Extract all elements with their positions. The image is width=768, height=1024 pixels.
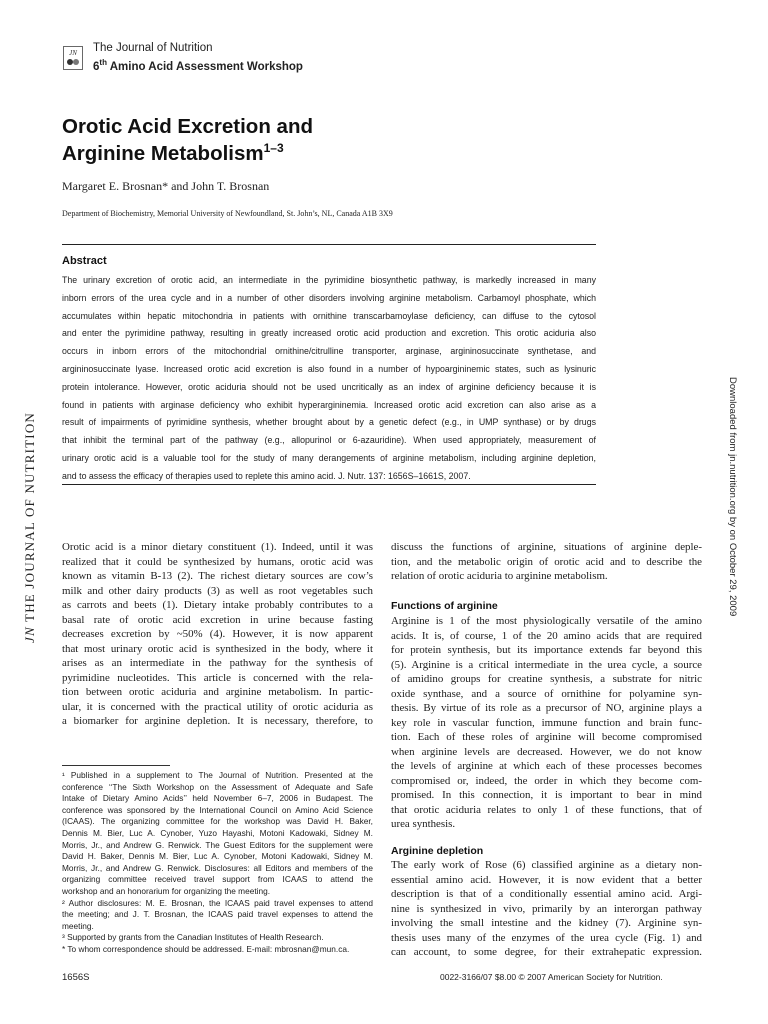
body-line: the levels of arginine at which each of these processes becomes bbox=[391, 760, 702, 772]
body-line: oxide synthase, and a source of ornithine for polyamine syn- bbox=[391, 687, 702, 700]
section-heading-depletion: Arginine depletion bbox=[391, 845, 484, 857]
abstract-line: that inhibit the terminal part of the pathway (e.g., allopurinol or 6-azauridine). When used appropriately, measurement of bbox=[62, 435, 596, 446]
workshop-ordinal: 6 bbox=[93, 60, 100, 73]
body-line: key role in vascular function, immune function and brain func- bbox=[391, 716, 702, 729]
footnote-line: (ICAAS). The organizing committee for the workshop was David H. Baker, bbox=[62, 816, 373, 827]
download-notice bbox=[720, 377, 740, 647]
body-line: promised. In this connection, it is important to bear in mind bbox=[391, 789, 702, 801]
article-title bbox=[62, 113, 542, 167]
body-line: (5). Arginine is a critical intermediate in the urea cycle, a source bbox=[391, 658, 702, 671]
right-column-intro bbox=[391, 540, 702, 584]
footnote-line: Morris, Jr., and Andrew G. Renwick. The Guest Editors for the supplement were bbox=[62, 839, 373, 850]
footnote-line: ¹ Published in a supplement to The Journal of Nutrition. Presented at the bbox=[62, 770, 373, 780]
body-line: a biomarker for arginine depletion. It is necessary, therefore, to bbox=[62, 715, 373, 727]
abstract-line: and to assess the efficacy of therapies used to replete this amino acid. J. Nutr. 137: 1656S–1661S, 2007. bbox=[62, 470, 471, 481]
page-number: 1656S bbox=[62, 972, 90, 983]
abstract-line: result of impairments of pyrimidine synthesis, whether brought about by a genetic defect (e.g., in UMP synthase) or by drugs bbox=[62, 417, 596, 428]
body-line: essential amino acid. However, it is now evident that a better bbox=[391, 873, 702, 886]
abstract-line: protein intolerance. However, orotic aciduria should not be used uncritically as an index of arginine deficiency because it is bbox=[62, 381, 596, 392]
abstract-line: urinary orotic acid is a valuable tool for the study of many derangements of arginine metabolism, including arginine depletion, bbox=[62, 452, 596, 463]
left-column bbox=[62, 540, 373, 729]
abstract-line: The urinary excretion of orotic acid, an intermediate in the pyrimidine biosynthetic pathway, is markedly increased in many bbox=[62, 275, 596, 285]
copyright: 0022-3166/07 $8.00 © 2007 American Society for Nutrition. bbox=[440, 972, 663, 982]
figure-reference-line: thesis uses many of the enzymes of the urea cycle (Fig. 1) and bbox=[391, 931, 702, 944]
body-line: involving the small intestine and the kidney (7). Arginine syn- bbox=[391, 917, 702, 929]
body-line: for protein synthesis, but its importance extends far beyond this bbox=[391, 644, 702, 656]
body-line: arises as an intermediate in the pathway for the synthesis of bbox=[62, 657, 373, 669]
footnote-line: Morris, Jr., and Andrew G. Renwick. Disclosures: all Editors and members of the bbox=[62, 862, 373, 873]
workshop-ordinal-suffix: th bbox=[99, 58, 107, 67]
body-line: ular, it is concerned with the practical utility of orotic aciduria as bbox=[62, 700, 373, 713]
body-line: of amidino groups for creatine synthesis, a substrate for nitric bbox=[391, 673, 702, 685]
body-line: known as vitamin B-13 (2). The richest dietary sources are cow’s bbox=[62, 570, 373, 582]
abstract-bottom-rule bbox=[62, 484, 596, 485]
body-line: realized that it could be synthesized by humans, orotic acid was bbox=[62, 555, 373, 568]
footnote-line: Intake of Dietary Amino Acids’’ held November 6–7, 2006 in Budapest. The bbox=[62, 793, 373, 804]
footnote-line: workshop and an honorarium for organizing the meeting. bbox=[62, 885, 271, 896]
footnote-line: David H. Baker, Dennis M. Bier, Luc A. Cynober, Motoni Kadowaki, Sidney M. bbox=[62, 851, 373, 862]
body-line: description is that of a conditionally essential amino acid. Argi- bbox=[391, 888, 702, 900]
section-heading-functions: Functions of arginine bbox=[391, 600, 498, 612]
journal-logo bbox=[63, 46, 83, 70]
body-line: that most urinary orotic acid is synthesized in the body, where it bbox=[62, 642, 373, 655]
abstract-line: found in patients with arginase deficiency who exhibit hyperargininemia. Increased orotic acid excretion can also arise as a bbox=[62, 399, 596, 410]
abstract-line: occurs in inborn errors of the mitochondrial ornithine/citrulline transporter, arginase, argininosuccinate synthetase, and bbox=[62, 346, 596, 357]
body-line: urea synthesis. bbox=[391, 818, 456, 830]
footnote-line: Dennis M. Bier, Luc A. Cynober, Yuzo Hayashi, Motoni Kadowaki, Sidney M. bbox=[62, 827, 373, 838]
authors: Margaret E. Brosnan* and John T. Brosnan bbox=[62, 179, 270, 193]
download-notice-text: Downloaded from jn.nutrition.org by on October 29, 2009 bbox=[727, 377, 738, 617]
section-depletion-body bbox=[391, 858, 702, 960]
abstract-body bbox=[62, 272, 596, 486]
body-line: can account, to some degree, for their extrahepatic expression. bbox=[391, 946, 702, 958]
body-line: pyrimidine nucleotides. This article is concerned with the rela- bbox=[62, 671, 373, 684]
journal-name: The Journal of Nutrition bbox=[93, 42, 213, 54]
section-functions-body bbox=[391, 614, 702, 832]
workshop-name: Amino Acid Assessment Workshop bbox=[106, 60, 303, 73]
abstract-line: accumulates within hepatic mitochondria in patients with ornithine transcarbamoylase deficiency, can diffuse to the cytosol bbox=[62, 310, 596, 321]
footnote-line: conference was sponsored by the International Council on Amino Acid Science bbox=[62, 804, 373, 815]
body-line: basal rate of orotic acid excretion in urine because fasting bbox=[62, 613, 373, 626]
body-line: tion, and the metabolic origin of orotic acid and to describe the bbox=[391, 555, 702, 568]
body-line: compromised or, indeed, the order in which they become com- bbox=[391, 774, 702, 787]
body-line: discuss the functions of arginine, situations of arginine deple- bbox=[391, 541, 702, 553]
footnote-line: ² Author disclosures: M. E. Brosnan, the ICAAS paid travel expenses to attend bbox=[62, 897, 373, 908]
title-line-2 bbox=[62, 140, 542, 167]
logo-text: JN bbox=[69, 49, 77, 57]
body-line: when arginine levels are decreased. However, we do not know bbox=[391, 745, 702, 758]
body-line: Arginine is 1 of the most physiologically versatile of the amino bbox=[391, 615, 702, 627]
abstract-line: argininosuccinate lyase. Increased orotic acid excretion is also found in a number of hypoargininemic states, such as lysinuric bbox=[62, 363, 596, 374]
affiliation: Department of Biochemistry, Memorial University of Newfoundland, St. John’s, NL, Canada A1B 3X9 bbox=[62, 209, 393, 218]
title-line-2-text: Arginine Metabolism bbox=[62, 142, 264, 165]
body-line: Orotic acid is a minor dietary constituent (1). Indeed, until it was bbox=[62, 541, 373, 553]
body-line: tion between orotic aciduria and arginine metabolism. In partic- bbox=[62, 686, 373, 698]
body-line: relation of orotic aciduria to arginine metabolism. bbox=[391, 570, 608, 582]
abstract-heading: Abstract bbox=[62, 255, 107, 267]
body-line: nine is synthesized in vivo, primarily by an interorgan pathway bbox=[391, 902, 702, 915]
body-line: that orotic aciduria relates to only 1 of these functions, that of bbox=[391, 803, 702, 816]
footnote-line: meeting. bbox=[62, 920, 94, 931]
correspondence-line: * To whom correspondence should be addressed. E-mail: mbrosnan@mun.ca. bbox=[62, 943, 350, 954]
abstract-line: and enter the pyrimidine pathway, resulting in greatly increased orotic acid production and excretion. This orotic aciduria also bbox=[62, 328, 596, 339]
body-line: milk and other dairy products (3) as well as root vegetables such bbox=[62, 584, 373, 597]
body-line: decreases excretion by ~50% (4). However, it is now apparent bbox=[62, 628, 373, 640]
footnote-line: organizing committee received travel support from ICAAS to attend the bbox=[62, 874, 373, 885]
abstract-line: inborn errors of the urea cycle and in a number of other disorders involving arginine metabolism. Carbamoyl phosphate, which bbox=[62, 292, 596, 303]
footnote-line: conference ‘‘The Sixth Workshop on the Assessment of Adequate and Safe bbox=[62, 781, 373, 792]
footnote-line: ³ Supported by grants from the Canadian Institutes of Health Research. bbox=[62, 932, 324, 943]
body-line: as carrots and beets (1). Dietary intake probably contributes to a bbox=[62, 599, 373, 611]
body-line: acids. It is, of course, 1 of the 20 amino acids that are required bbox=[391, 629, 702, 642]
body-line: The early work of Rose (6) classified arginine as a dietary non- bbox=[391, 859, 702, 871]
side-label-jn: JN bbox=[22, 626, 37, 643]
side-label-text: THE JOURNAL OF NUTRITION bbox=[22, 411, 37, 627]
body-line: tion. Each of these roles of arginine will become compromised bbox=[391, 731, 702, 743]
workshop-title bbox=[93, 58, 303, 73]
title-line-1: Orotic Acid Excretion and bbox=[62, 115, 313, 138]
footnote-rule bbox=[62, 765, 170, 766]
abstract-top-rule bbox=[62, 244, 596, 245]
title-footnote-ref: 1–3 bbox=[263, 141, 284, 156]
footnote-line: the meeting; and J. T. Brosnan, the ICAAS paid travel expenses to attend the bbox=[62, 909, 373, 920]
journal-side-label bbox=[22, 383, 42, 643]
body-line: thesis. By virtue of its role as a precursor of NO, arginine plays a bbox=[391, 702, 702, 714]
footnotes bbox=[62, 770, 373, 956]
